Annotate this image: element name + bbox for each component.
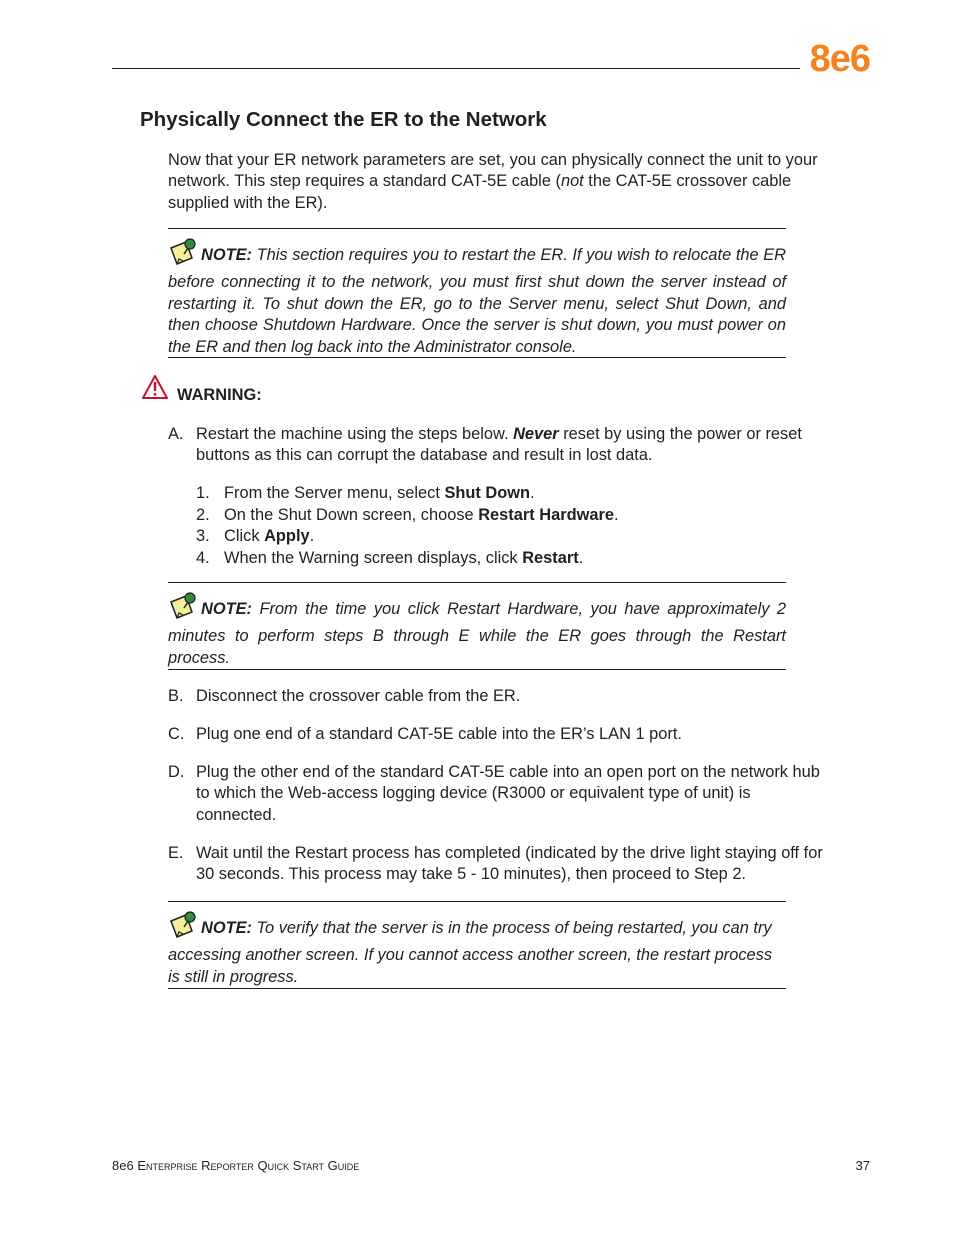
note-pin-icon xyxy=(168,238,198,272)
step-d: D. Plug the other end of the standard CAT-5E cable into an open port on the network hub to which the Web-access logging device (R3000 or equivalent type of unit) is connected. xyxy=(168,763,820,824)
page-number: 37 xyxy=(855,1158,870,1173)
note-box: NOTE: To verify that the server is in the process of being restarted, you can try accessing another screen. If you cannot access another screen, the restart process is still in progress. xyxy=(168,911,786,988)
note-pin-icon xyxy=(168,592,198,626)
list-marker: A. xyxy=(168,425,184,443)
note-box: NOTE: From the time you click Restart Hardware, you have approximately 2 minutes to perform steps B through E while the ER goes through the Restart process. xyxy=(168,592,786,669)
warning-heading xyxy=(141,374,262,405)
note-box: NOTE: This section requires you to restart the ER. If you wish to relocate the ER before connecting it to the network, you must first shut down the server instead of restarting it. To shut down the ER, go to the Server menu, select Shut Down, and then choose Shutdown Hardware. Once the server is shut down, you must power on the ER and then log back into the Administrator console. xyxy=(168,238,786,358)
warning-label: WARNING: xyxy=(177,386,262,404)
note-pin-icon xyxy=(168,911,198,945)
step-e: E. Wait until the Restart process has completed (indicated by the drive light staying off for 30 seconds. This process may take 5 - 10 minutes), then proceed to Step 2. xyxy=(168,844,823,884)
intro-paragraph: Now that your ER network parameters are set, you can physically connect the unit to your network. This step requires a standard CAT-5E cable (not the CAT-5E crossover cable supplied with the ER). xyxy=(168,151,818,212)
step-b: B. Disconnect the crossover cable from the ER. xyxy=(168,687,521,705)
note-top-rule xyxy=(168,901,786,902)
footer-guide-title: 8e6 Enterprise Reporter Quick Start Guide xyxy=(112,1158,360,1173)
note-top-rule xyxy=(168,582,786,583)
note-bottom-rule xyxy=(168,669,786,670)
header-rule xyxy=(112,68,800,69)
note-bottom-rule xyxy=(168,988,786,989)
note-top-rule xyxy=(168,228,786,229)
page-title: Physically Connect the ER to the Network xyxy=(140,108,547,131)
step-c: C. Plug one end of a standard CAT-5E cable into the ER’s LAN 1 port. xyxy=(168,725,682,743)
step-a xyxy=(168,424,830,468)
brand-logo: 8e6 xyxy=(809,38,870,80)
note-bottom-rule xyxy=(168,357,786,358)
warning-triangle-icon xyxy=(141,374,169,405)
step-text: Restart the machine using the steps below. Never reset by using the power or reset buttons as this can corrupt the database and result in lost data. xyxy=(196,425,802,465)
